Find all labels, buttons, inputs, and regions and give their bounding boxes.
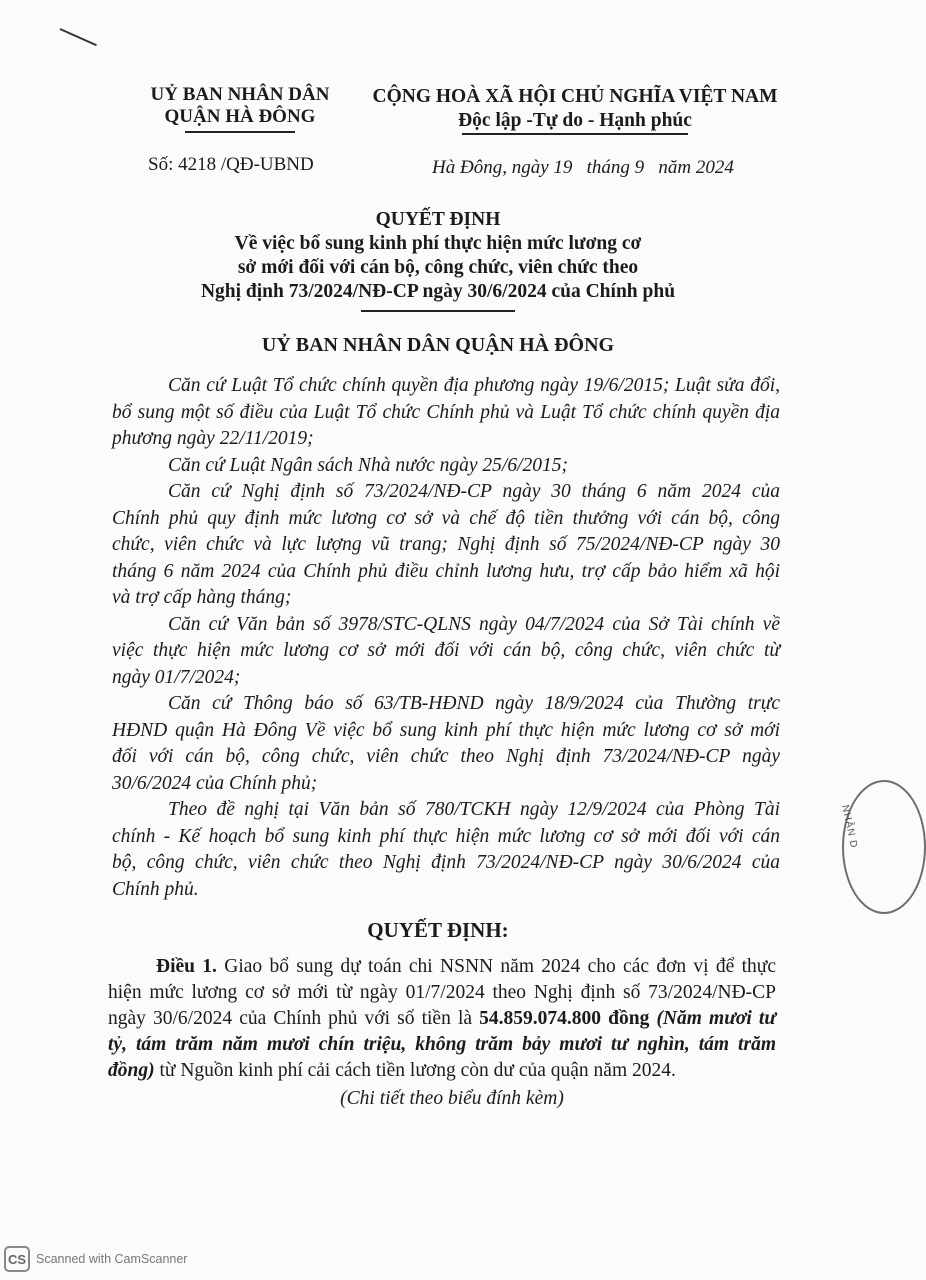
article-line: ngày 30/6/2024 của Chính phủ với số tiền là 54.859.074.800 đồng (Năm mươi tư [108,1008,776,1029]
basis-line: Căn cứ Luật Ngân sách Nhà nước ngày 25/6/2015; [168,454,568,476]
issuing-authority: UỶ BAN NHÂN DÂN QUẬN HÀ ĐÔNG [261,334,615,356]
basis-line: ngày 01/7/2024; [112,666,241,688]
national-motto [360,86,790,132]
nation-line1: CỘNG HOÀ XÃ HỘI CHỦ NGHĨA VIỆT NAM [372,86,778,107]
camscanner-logo-icon: CS [4,1246,30,1272]
basis-line: Căn cứ Thông báo số 63/TB-HĐND ngày 18/9/2024 của Thường trực [168,693,780,714]
scanner-text: Scanned with CamScanner [36,1252,188,1266]
article-label: Điều 1. [156,956,217,977]
basis-line: Chính phủ. [112,878,199,900]
basis-line: phương ngày 22/11/2019; [112,428,314,449]
basis-line: và trợ cấp hàng tháng; [112,587,292,608]
motto-underline [462,133,688,135]
basis-line: bổ sung một số điều của Luật Tổ chức Chính phủ và Luật Tổ chức chính quyền địa [112,401,780,423]
agency-line1: UỶ BAN NHÂN DÂN [150,84,330,105]
title-sub1: Về việc bổ sung kinh phí thực hiện mức lương cơ [234,233,642,254]
agency-name [140,84,340,128]
agency-line2: QUẬN HÀ ĐÔNG [164,106,316,127]
decision-heading: QUYẾT ĐỊNH: [367,918,509,942]
basis-line: Chính phủ quy định mức lương cơ sở và chế độ tiền thưởng với cán bộ, công [112,507,780,529]
basis-line: chính - Kế hoạch bổ sung kinh phí thực hiện mức lương cơ sở mới đối với cán [112,825,780,847]
basis-line: HĐND quận Hà Đông Về việc bổ sung kinh phí thực hiện mức lương cơ sở mới [112,719,780,741]
scanner-watermark [4,1245,214,1273]
issue-date: Hà Đông, ngày 19 tháng 9 năm 2024 [432,157,734,178]
basis-line: Theo đề nghị tại Văn bản số 780/TCKH ngày 12/9/2024 của Phòng Tài [168,799,780,820]
attachment-note: (Chi tiết theo biểu đính kèm) [340,1088,564,1109]
legal-bases [112,373,780,903]
article-line: hiện mức lương cơ sở mới từ ngày 01/7/2024 theo Nghị định số 73/2024/NĐ-CP [108,982,776,1003]
title-heading: QUYẾT ĐỊNH [375,209,501,230]
scan-mark [60,28,97,46]
amount: 54.859.074.800 đồng [479,1008,650,1029]
basis-line: đối với cán bộ, công chức, viên chức theo Nghị định 73/2024/NĐ-CP ngày [112,746,780,767]
article-1 [108,954,776,1112]
basis-line: chức, viên chức và lực lượng vũ trang; Nghị định số 75/2024/NĐ-CP ngày 30 [112,534,780,555]
basis-line: Căn cứ Nghị định số 73/2024/NĐ-CP ngày 30 tháng 6 năm 2024 của [168,481,780,502]
article-line: tỷ, tám trăm năm mươi chín triệu, không trăm bảy mươi tư nghìn, tám trăm [108,1034,776,1055]
basis-line: Căn cứ Luật Tổ chức chính quyền địa phương ngày 19/6/2015; Luật sửa đổi, [168,375,780,396]
official-stamp: NHÂN D [842,780,926,914]
nation-line2: Độc lập -Tự do - Hạnh phúc [458,110,692,131]
title-sub3: Nghị định 73/2024/NĐ-CP ngày 30/6/2024 của Chính phủ [200,281,676,302]
article-line: Điều 1. Giao bổ sung dự toán chi NSNN năm 2024 cho các đơn vị để thực [156,956,776,977]
document-title [0,208,876,304]
basis-line: bộ, công chức, viên chức theo Nghị định 73/2024/NĐ-CP ngày 30/6/2024 của [112,852,780,873]
basis-line: Căn cứ Văn bản số 3978/STC-QLNS ngày 04/7/2024 của Sở Tài chính về [168,613,780,635]
basis-line: tháng 6 năm 2024 của Chính phủ điều chỉnh lương hưu, trợ cấp bảo hiểm xã hội [112,560,780,582]
title-sub2: sở mới đối với cán bộ, công chức, viên chức theo [237,257,639,278]
title-underline [361,310,515,312]
basis-line: việc thực hiện mức lương cơ sở mới đối với cán bộ, công chức, viên chức từ [112,640,780,661]
document-number: Số: 4218 /QĐ-UBND [148,154,314,175]
basis-line: 30/6/2024 của Chính phủ; [112,772,318,794]
article-line: đồng) từ Nguồn kinh phí cải cách tiền lương còn dư của quận năm 2024. [108,1060,676,1081]
agency-underline [185,131,295,133]
